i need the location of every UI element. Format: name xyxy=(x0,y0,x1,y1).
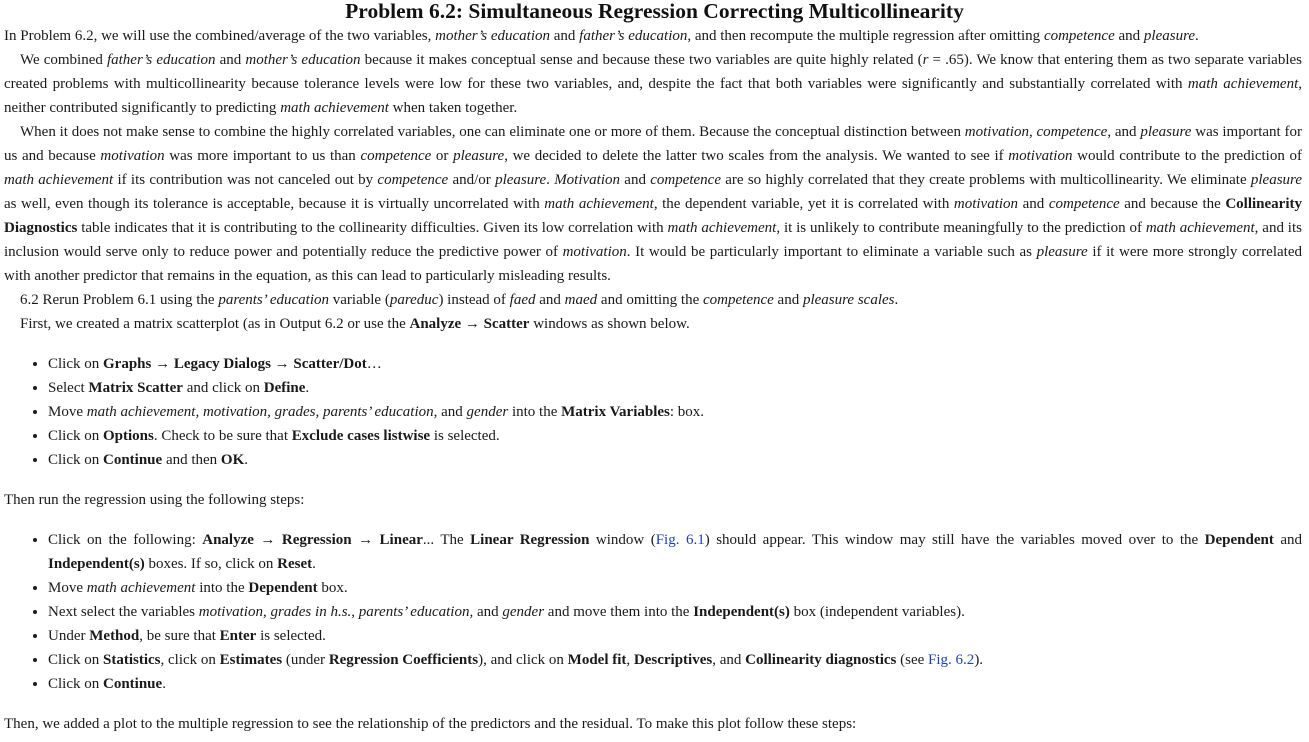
text-run: In Problem 6.2, we will use the combined/average of the two variables, xyxy=(4,28,436,44)
text-run: or xyxy=(431,148,454,164)
list-item xyxy=(48,448,1302,472)
page-title: Problem 6.2: Simultaneous Regression Correcting Multicollinearity xyxy=(345,0,964,23)
italic-term: mother’s education xyxy=(245,52,361,68)
bold-term: Collinearity diagnostics xyxy=(745,652,897,668)
bold-term: Analyze → Regression → Linear xyxy=(202,532,423,548)
list-item xyxy=(48,600,1302,624)
text-run: box (independent variables). xyxy=(789,604,965,620)
text-run: (under xyxy=(282,652,329,668)
italic-term: math achievement xyxy=(1187,76,1299,92)
text-run: and then xyxy=(162,452,221,468)
italic-term: pleasure xyxy=(1143,28,1196,44)
text-run: , and xyxy=(712,652,746,668)
text-run: . xyxy=(546,172,555,188)
text-run: When it does not make sense to combine the highly correlated variables, one can eliminate one or more of them. Because the conceptual distinction between xyxy=(20,124,965,140)
italic-term: math achievement xyxy=(667,220,777,236)
text-run: because it makes conceptual sense and because these two variables are quite highly related ( xyxy=(360,52,923,68)
text-run: and click on xyxy=(182,380,264,396)
italic-term: gender xyxy=(466,404,509,420)
bold-term: Dependent xyxy=(248,580,318,596)
bold-term: Analyze → Scatter xyxy=(409,316,530,332)
text-run: and/or xyxy=(448,172,496,188)
italic-term: father’s education xyxy=(106,52,216,68)
paragraph xyxy=(4,120,1302,288)
bold-term: Matrix Variables xyxy=(561,404,670,420)
text-run: and xyxy=(1018,196,1049,212)
scatterplot-steps-list xyxy=(4,352,1302,472)
italic-term: math achievement xyxy=(4,172,114,188)
text-run: as well, even though its tolerance is acceptable, because it is virtually uncorrelated with xyxy=(4,196,545,212)
text-run: . It would be particularly important to eliminate a variable such as xyxy=(626,244,1037,260)
list-item xyxy=(48,648,1302,672)
text-run: , and xyxy=(1107,124,1141,140)
italic-term: pleasure xyxy=(453,148,505,164)
bold-term: OK xyxy=(220,452,245,468)
bold-term: Graphs → Legacy Dialogs → Scatter/Dot xyxy=(103,356,367,372)
text-run: Under xyxy=(48,628,90,644)
bold-term: Linear Regression xyxy=(470,532,590,548)
bold-term: Method xyxy=(89,628,140,644)
italic-term: competence xyxy=(360,148,432,164)
bold-term: Model fit xyxy=(567,652,627,668)
italic-term: motivation, grades in h.s., parents’ education, xyxy=(198,604,474,620)
bold-term: Define xyxy=(263,380,306,396)
text-run: . xyxy=(162,676,166,692)
italic-term: motivation xyxy=(100,148,165,164)
italic-term: maed xyxy=(564,292,598,308)
bold-term: Continue xyxy=(103,676,163,692)
text-run: , neither contributed significantly to predicting xyxy=(4,76,1302,116)
text-run: and omitting the xyxy=(597,292,703,308)
figure-link[interactable]: Fig. 6.2 xyxy=(928,652,975,668)
text-run: , we decided to delete the latter two scales from the analysis. We wanted to see if xyxy=(504,148,1009,164)
text-run: . xyxy=(244,452,249,468)
italic-term: math achievement xyxy=(280,100,389,116)
document-body xyxy=(0,24,1309,736)
italic-term: Motivation xyxy=(554,172,621,188)
italic-term: competence xyxy=(1036,124,1108,140)
italic-term: pleasure xyxy=(1140,124,1192,140)
text-run: ), and click on xyxy=(478,652,568,668)
text-run: window ( xyxy=(589,532,656,548)
bold-term: Options xyxy=(103,428,154,444)
italic-term: math achievement xyxy=(86,580,196,596)
text-run: , be sure that xyxy=(139,628,220,644)
list-item xyxy=(48,424,1302,448)
text-run: , it is unlikely to contribute meaningfully to the prediction of xyxy=(776,220,1146,236)
text-run: ). xyxy=(974,652,984,668)
text-run: (see xyxy=(896,652,929,668)
text-run: boxes. If so, click on xyxy=(144,556,278,572)
text-run: Click on the following: xyxy=(48,532,203,548)
italic-term: motivation xyxy=(964,124,1029,140)
bold-term: Statistics xyxy=(103,652,161,668)
text-run: and xyxy=(473,604,503,620)
bold-term: Estimates xyxy=(219,652,283,668)
list-item xyxy=(48,376,1302,400)
bold-term: Dependent xyxy=(1204,532,1274,548)
text-run: and xyxy=(620,172,651,188)
text-run: and xyxy=(550,28,580,44)
italic-term: pleasure xyxy=(1250,172,1302,188)
text-run: Click on xyxy=(48,452,103,468)
text-run: into the xyxy=(195,580,249,596)
text-run: … xyxy=(366,356,382,372)
bold-term: Enter xyxy=(219,628,257,644)
list-item xyxy=(48,576,1302,600)
italic-term: r xyxy=(922,52,929,68)
list-item xyxy=(48,624,1302,648)
text-run: into the xyxy=(508,404,562,420)
bold-term: Collinearity Diagnostics xyxy=(4,196,1302,236)
text-run: and xyxy=(773,292,803,308)
text-run: Next select the variables xyxy=(48,604,199,620)
text-run: ) instead of xyxy=(438,292,510,308)
list-item xyxy=(48,528,1302,576)
text-run: , and then recompute the multiple regression after omitting xyxy=(687,28,1044,44)
italic-term: faed xyxy=(509,292,536,308)
bold-term: Descriptives xyxy=(633,652,713,668)
text-run: ) should appear. This window may still have the variables moved over to the xyxy=(704,532,1205,548)
bold-term: Matrix Scatter xyxy=(88,380,183,396)
regression-steps-list xyxy=(4,528,1302,696)
intro-paragraphs xyxy=(4,24,1302,336)
text-run: , click on xyxy=(160,652,220,668)
text-run: was important for us and because xyxy=(4,124,1302,164)
text-run: Click on xyxy=(48,652,103,668)
text-run: and xyxy=(1273,532,1302,548)
italic-term: motivation xyxy=(1008,148,1073,164)
text-run: box. xyxy=(317,580,348,596)
paragraph xyxy=(4,24,1302,48)
bold-term: Independent(s) xyxy=(693,604,790,620)
italic-term: math achievement xyxy=(544,196,654,212)
text-run: is selected. xyxy=(256,628,326,644)
text-run: would contribute to the prediction of xyxy=(1072,148,1302,164)
text-run: . xyxy=(894,292,899,308)
italic-term: motivation xyxy=(953,196,1019,212)
text-run: , the dependent variable, yet it is correlated with xyxy=(653,196,954,212)
regression-intro-text: Then run the regression using the following steps: xyxy=(4,492,305,508)
text-run: is selected. xyxy=(430,428,500,444)
italic-term: competence xyxy=(703,292,774,308)
text-run: if it were more strongly correlated with another predictor that remains in the equation, as this can lead to particularly misleading results. xyxy=(4,244,1302,284)
text-run: Move xyxy=(48,404,87,420)
text-run: : box. xyxy=(669,404,705,420)
text-run: Click on xyxy=(48,676,103,692)
text-run: and move them into the xyxy=(544,604,694,620)
text-run: . Check to be sure that xyxy=(153,428,292,444)
italic-term: mother’s education xyxy=(435,28,550,44)
text-run: , and its inclusion would serve only to reduce power and potentially reduce the predictive power of xyxy=(4,220,1302,260)
italic-term: pareduc xyxy=(389,292,439,308)
text-run: First, we created a matrix scatterplot (as in Output 6.2 or use the xyxy=(20,316,410,332)
italic-term: competence xyxy=(650,172,721,188)
text-run: = .65). We know that entering them as two separate variables created problems with multicollinearity because tolerance levels were low for these two variables, and, despite the fact that both variables were significantly and substantially correlated with xyxy=(4,52,1303,92)
text-run: and xyxy=(215,52,246,68)
italic-term: pleasure xyxy=(1036,244,1088,260)
italic-term: math achievement xyxy=(1145,220,1255,236)
italic-term: motivation xyxy=(562,244,627,260)
bold-term: Independent(s) xyxy=(48,556,145,572)
italic-term: father’s education xyxy=(579,28,688,44)
list-item xyxy=(48,400,1302,424)
italic-term: pleasure xyxy=(495,172,547,188)
text-run: and xyxy=(535,292,565,308)
italic-term: competence xyxy=(1043,28,1115,44)
italic-term: competence xyxy=(377,172,449,188)
text-run: Click on xyxy=(48,428,103,444)
text-run: , and xyxy=(433,404,467,420)
text-run: Move xyxy=(48,580,87,596)
italic-term: gender xyxy=(502,604,545,620)
list-item xyxy=(48,672,1302,696)
text-run: We combined xyxy=(20,52,107,68)
bold-term: Exclude cases listwise xyxy=(291,428,431,444)
text-run: table indicates that it is contributing to the collinearity difficulties. Given its low correlation with xyxy=(77,220,668,236)
text-run: 6.2 Rerun Problem 6.1 using the xyxy=(20,292,219,308)
text-run: . xyxy=(312,556,316,572)
paragraph xyxy=(4,312,1302,336)
text-run: Select xyxy=(48,380,89,396)
text-run: was more important to us than xyxy=(164,148,361,164)
italic-term: parents’ education xyxy=(218,292,330,308)
plot-intro-text: Then, we added a plot to the multiple regression to see the relationship of the predictors and the residual. To make this plot follow these steps: xyxy=(4,716,857,732)
italic-term: competence xyxy=(1048,196,1120,212)
text-run: ... The xyxy=(422,532,471,548)
text-run: Click on xyxy=(48,356,103,372)
text-run: are so highly correlated that they create problems with multicollinearity. We eliminate xyxy=(721,172,1251,188)
bold-term: Continue xyxy=(103,452,163,468)
list-item xyxy=(48,352,1302,376)
text-run: variable ( xyxy=(329,292,390,308)
paragraph xyxy=(4,48,1302,120)
bold-term: Regression Coefficients xyxy=(328,652,479,668)
text-run: and because the xyxy=(1119,196,1226,212)
text-run: and xyxy=(1114,28,1144,44)
text-run: when taken together. xyxy=(388,100,518,116)
text-run: , xyxy=(626,652,634,668)
text-run: . xyxy=(1195,28,1199,44)
text-run: windows as shown below. xyxy=(529,316,690,332)
italic-term: pleasure scales xyxy=(802,292,895,308)
bold-term: Reset xyxy=(277,556,313,572)
paragraph xyxy=(4,288,1302,312)
italic-term: math achievement, motivation, grades, parents’ education xyxy=(86,404,434,420)
text-run: . xyxy=(305,380,310,396)
text-run: if its contribution was not canceled out by xyxy=(113,172,378,188)
figure-link[interactable]: Fig. 6.1 xyxy=(655,532,705,548)
text-run: , xyxy=(1028,124,1037,140)
